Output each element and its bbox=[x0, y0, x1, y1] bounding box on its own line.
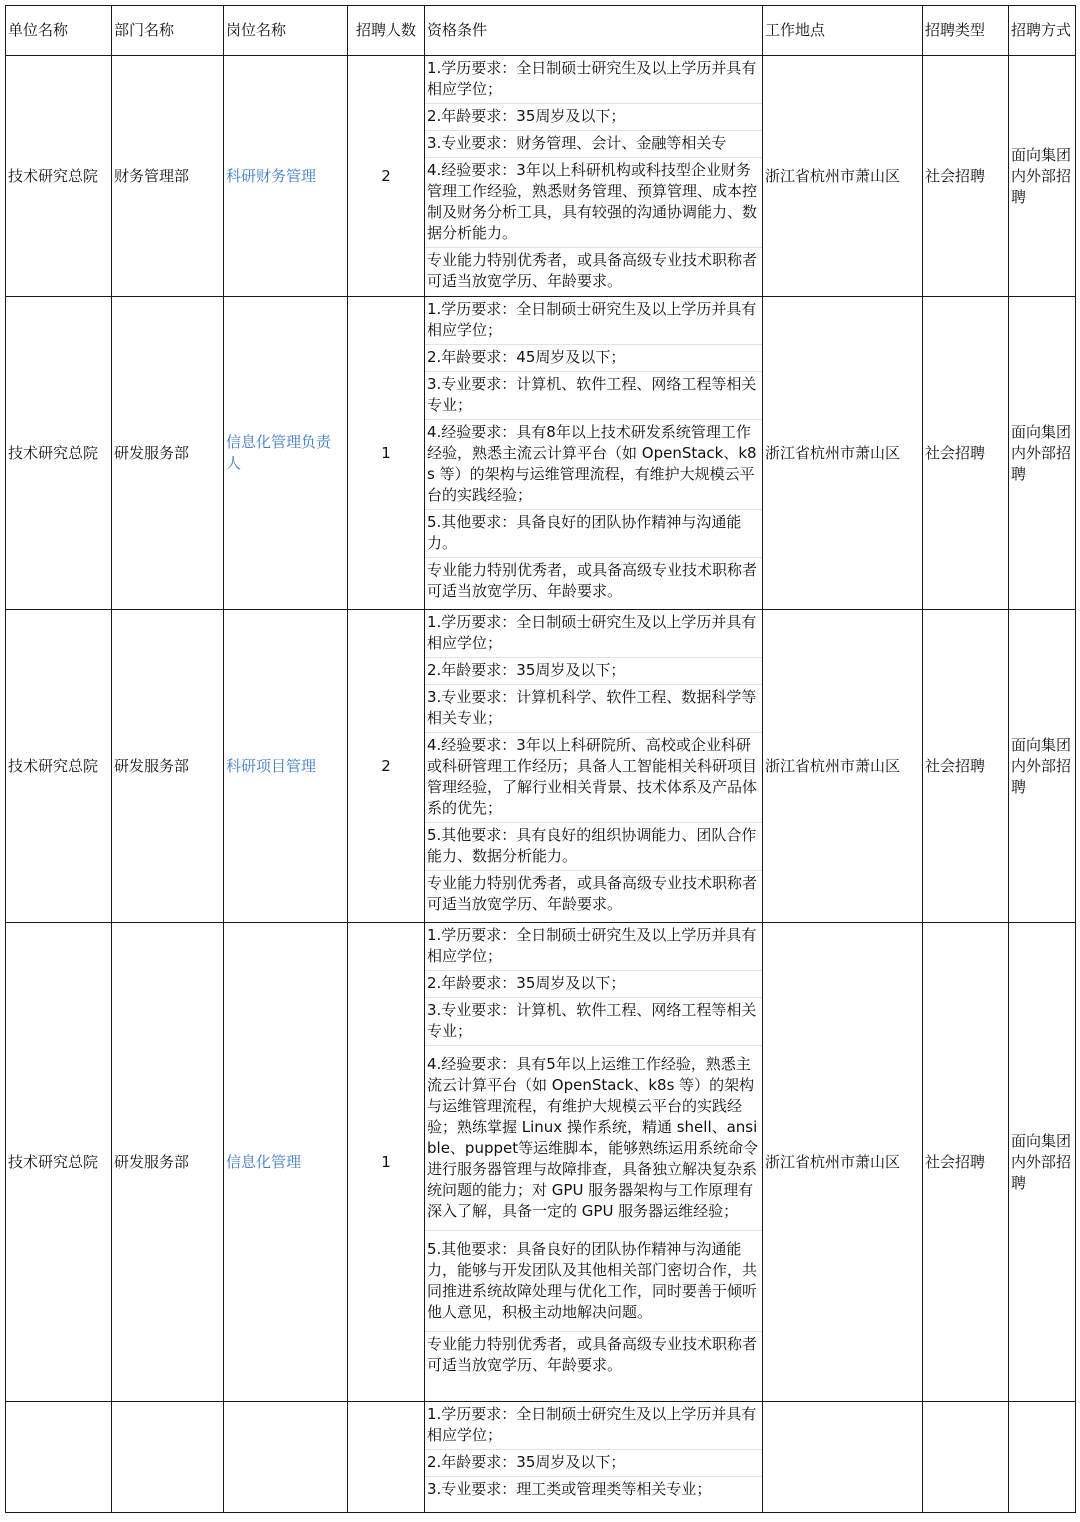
requirement-item: 1.学历要求：全日制硕士研究生及以上学历并具有相应学位； bbox=[425, 297, 762, 345]
requirement-item: 1.学历要求：全日制硕士研究生及以上学历并具有相应学位； bbox=[425, 1402, 762, 1450]
method-cell bbox=[1009, 1402, 1076, 1513]
requirements-cell bbox=[425, 923, 763, 1402]
dept-cell bbox=[112, 1402, 224, 1513]
location-cell: 浙江省杭州市萧山区 bbox=[763, 610, 923, 923]
count-cell bbox=[348, 1402, 425, 1513]
requirement-item: 1.学历要求：全日制硕士研究生及以上学历并具有相应学位； bbox=[425, 923, 762, 971]
requirement-item: 3.专业要求：财务管理、会计、金融等相关专 bbox=[425, 131, 762, 158]
requirement-item: 专业能力特别优秀者，或具备高级专业技术职称者可适当放宽学历、年龄要求。 bbox=[427, 1335, 758, 1374]
header-row bbox=[6, 6, 1076, 56]
location-cell bbox=[763, 1402, 923, 1513]
unit-cell: 技术研究总院 bbox=[6, 297, 112, 610]
unit-cell: 技术研究总院 bbox=[6, 56, 112, 297]
requirement-item: 4.经验要求：3年以上科研院所、高校或企业科研或科研管理工作经历；具备人工智能相关科研项目管理经验，了解行业相关背景、技术体系及产品体系的优先； bbox=[425, 733, 762, 823]
requirement-item: 专业能力特别优秀者，或具备高级专业技术职称者可适当放宽学历、年龄要求。 bbox=[427, 251, 758, 290]
method-cell: 面向集团内外部招聘 bbox=[1009, 610, 1076, 923]
type-cell: 社会招聘 bbox=[923, 297, 1009, 610]
job-title-link[interactable]: 信息化管理负责人 bbox=[224, 297, 348, 610]
header-method: 招聘方式 bbox=[1009, 6, 1076, 56]
unit-cell: 技术研究总院 bbox=[6, 923, 112, 1402]
requirements-cell bbox=[425, 297, 763, 610]
requirement-item: 专业能力特别优秀者，或具备高级专业技术职称者可适当放宽学历、年龄要求。 bbox=[427, 561, 758, 600]
requirements-cell bbox=[425, 610, 763, 923]
header-unit: 单位名称 bbox=[6, 6, 112, 56]
job-title-link[interactable] bbox=[224, 1402, 348, 1513]
method-cell: 面向集团内外部招聘 bbox=[1009, 56, 1076, 297]
requirements-cell bbox=[425, 56, 763, 297]
table-row bbox=[6, 297, 1076, 610]
count-cell: 2 bbox=[348, 610, 425, 923]
job-title-link[interactable]: 信息化管理 bbox=[224, 923, 348, 1402]
header-type: 招聘类型 bbox=[923, 6, 1009, 56]
header-job: 岗位名称 bbox=[224, 6, 348, 56]
header-requirements: 资格条件 bbox=[425, 6, 763, 56]
job-title-link[interactable]: 科研财务管理 bbox=[224, 56, 348, 297]
dept-cell: 研发服务部 bbox=[112, 923, 224, 1402]
requirement-item: 2.年龄要求：35周岁及以下； bbox=[425, 104, 762, 131]
requirement-item: 5.其他要求：具备良好的团队协作精神与沟通能力。 bbox=[425, 510, 762, 558]
header-dept: 部门名称 bbox=[112, 6, 224, 56]
job-title-link[interactable]: 科研项目管理 bbox=[224, 610, 348, 923]
dept-cell: 财务管理部 bbox=[112, 56, 224, 297]
requirements-cell bbox=[425, 1402, 763, 1513]
location-cell: 浙江省杭州市萧山区 bbox=[763, 56, 923, 297]
type-cell: 社会招聘 bbox=[923, 56, 1009, 297]
requirement-item: 4.经验要求：具有8年以上技术研发系统管理工作经验，熟悉主流云计算平台（如 OpenStack、k8s 等）的架构与运维管理流程，有维护大规模云平台的实践经验； bbox=[425, 420, 762, 510]
requirement-item: 1.学历要求：全日制硕士研究生及以上学历并具有相应学位； bbox=[425, 56, 762, 104]
table-row bbox=[6, 610, 1076, 923]
count-cell: 1 bbox=[348, 297, 425, 610]
requirement-item: 4.经验要求：具有5年以上运维工作经验，熟悉主流云计算平台（如 OpenStack、k8s 等）的架构与运维管理流程，有维护大规模云平台的实践经验；熟练掌握 Linux 操作系统，精通 shell、ansible、puppet等运维脚本，能够熟练运用系统命令进行服务器管理与故障排查，具备独立解决复杂系统问题的能力；对 GPU 服务器架构与工作原理有深入了解，具备一定的 GPU 服务器运维经验； bbox=[425, 1046, 762, 1231]
recruitment-table bbox=[5, 5, 1076, 1513]
unit-cell: 技术研究总院 bbox=[6, 610, 112, 923]
requirement-item: 3.专业要求：计算机科学、软件工程、数据科学等相关专业； bbox=[425, 685, 762, 733]
requirement-item: 5.其他要求：具备良好的团队协作精神与沟通能力，能够与开发团队及其他相关部门密切合作，共同推进系统故障处理与优化工作，同时要善于倾听他人意见，积极主动地解决问题。 bbox=[425, 1231, 762, 1332]
requirement-item: 3.专业要求：计算机、软件工程、网络工程等相关专业； bbox=[425, 998, 762, 1046]
requirement-item: 4.经验要求：3年以上科研机构或科技型企业财务管理工作经验，熟悉财务管理、预算管理、成本控制及财务分析工具，具有较强的沟通协调能力、数据分析能力。 bbox=[425, 158, 762, 248]
requirement-item: 3.专业要求：计算机、软件工程、网络工程等相关专业； bbox=[425, 372, 762, 420]
requirement-item: 2.年龄要求：45周岁及以下； bbox=[425, 345, 762, 372]
unit-cell bbox=[6, 1402, 112, 1513]
header-count: 招聘人数 bbox=[348, 6, 425, 56]
requirement-item: 2.年龄要求：35周岁及以下； bbox=[425, 1450, 762, 1477]
requirement-item: 1.学历要求：全日制硕士研究生及以上学历并具有相应学位； bbox=[425, 610, 762, 658]
type-cell: 社会招聘 bbox=[923, 610, 1009, 923]
table-row bbox=[6, 923, 1076, 1402]
requirement-item: 2.年龄要求：35周岁及以下； bbox=[425, 658, 762, 685]
table-row bbox=[6, 56, 1076, 297]
requirement-item: 2.年龄要求：35周岁及以下； bbox=[425, 971, 762, 998]
location-cell: 浙江省杭州市萧山区 bbox=[763, 297, 923, 610]
table-row bbox=[6, 1402, 1076, 1513]
header-location: 工作地点 bbox=[763, 6, 923, 56]
dept-cell: 研发服务部 bbox=[112, 297, 224, 610]
count-cell: 2 bbox=[348, 56, 425, 297]
method-cell: 面向集团内外部招聘 bbox=[1009, 923, 1076, 1402]
type-cell: 社会招聘 bbox=[923, 923, 1009, 1402]
type-cell bbox=[923, 1402, 1009, 1513]
requirement-item: 5.其他要求：具有良好的组织协调能力、团队合作能力、数据分析能力。 bbox=[425, 823, 762, 871]
method-cell: 面向集团内外部招聘 bbox=[1009, 297, 1076, 610]
dept-cell: 研发服务部 bbox=[112, 610, 224, 923]
location-cell: 浙江省杭州市萧山区 bbox=[763, 923, 923, 1402]
count-cell: 1 bbox=[348, 923, 425, 1402]
requirement-item: 专业能力特别优秀者，或具备高级专业技术职称者可适当放宽学历、年龄要求。 bbox=[427, 874, 758, 913]
requirement-item: 3.专业要求：理工类或管理类等相关专业； bbox=[427, 1480, 712, 1498]
